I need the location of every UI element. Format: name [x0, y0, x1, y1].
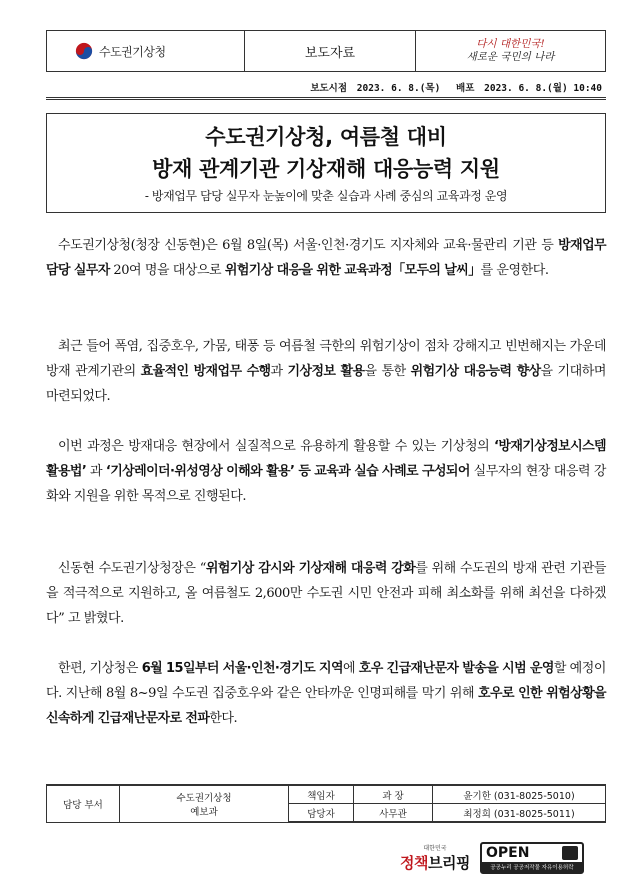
emphasis-text: 위험기상 대응능력 향상 — [410, 364, 541, 379]
body-text: 실무자의 현장 대응력 강화와 지원을 위한 목적으로 진행된다. — [46, 464, 606, 504]
body-text: 과 — [270, 364, 288, 379]
role-cell: 담당자 — [289, 804, 354, 823]
title-line-2: 방재 관계기관 기상재해 대응능력 지원 — [152, 157, 500, 181]
body-text: 과 — [86, 464, 106, 479]
emphasis-text: 기상정보 활용 — [287, 364, 365, 379]
paragraph-2 — [46, 334, 606, 409]
title-cell: 사무관 — [354, 804, 433, 823]
release-info — [46, 80, 602, 94]
body-text: 이번 과정은 방재대응 현장에서 실질적으로 유용하게 활용할 수 있는 기상청의 — [58, 439, 495, 454]
emphasis-text: 위험기상 대응을 위한 교육과정「모두의 날씨」 — [224, 263, 481, 278]
slogan-line-2: 새로운 국민의 나라 — [466, 51, 555, 63]
emphasis-text: 위험기상 감시와 기상재해 대응력 강화 — [205, 561, 416, 576]
open-subtext: 공공누리 공공저작물 자유이용허락 — [482, 862, 582, 872]
subtitle: - 방재업무 담당 실무자 눈높이에 맞춘 실습과 사례 중심의 교육과정 운영 — [144, 189, 508, 203]
emphasis-text: 효율적인 방재업무 수행 — [140, 364, 271, 379]
body-text: 할 예정이다. 지난해 8월 8~9일 수도권 집중호우와 같은 안타까운 인명피해를 막기 위해 — [46, 661, 606, 701]
release-divider — [46, 97, 606, 100]
agency-logo — [47, 31, 245, 71]
distribution-date: 2023. 6. 8.(월) 10:40 — [484, 83, 602, 94]
body-text: 수도권기상청(청장 신동현)은 6월 8일(목) 서울·인천·경기도 지자체와 교육·물관리 기관 등 — [58, 238, 559, 253]
taegeuk-logo-icon — [75, 42, 93, 60]
brief-title-black: 브리핑 — [427, 854, 470, 872]
paragraph-1 — [46, 233, 606, 283]
person-cell: 윤기한 (031-8025-5010) — [433, 785, 606, 804]
license-mark-icon — [562, 846, 578, 860]
kogl-open-logo — [480, 842, 584, 874]
header-box — [46, 30, 606, 72]
brief-small-text: 대한민국 — [423, 845, 447, 852]
title-box — [46, 113, 606, 213]
emphasis-text: 호우로 인한 위험상황을 신속하게 긴급재난문자로 전파 — [46, 686, 606, 726]
body-text: 을 통한 — [364, 364, 411, 379]
open-label: OPEN — [485, 845, 530, 861]
title-cell: 과 장 — [354, 785, 433, 804]
body-text: 20여 명을 대상으로 — [109, 263, 225, 278]
paragraph-4 — [46, 556, 606, 631]
dept-label-cell: 담당 부서 — [47, 785, 120, 822]
agency-name: 수도권기상청 — [99, 44, 166, 59]
contact-table — [46, 784, 606, 823]
emphasis-text: 호우 긴급재난문자 발송을 시범 운영 — [358, 661, 554, 676]
dept-name: 수도권기상청 — [176, 792, 232, 804]
emphasis-text: ‘방재기상정보시스템 활용법’ — [46, 439, 606, 479]
body-text: 한편, 기상청은 — [58, 661, 142, 676]
footer-logos — [400, 836, 610, 880]
slogan-line-1: 다시 대한민국! — [476, 38, 545, 50]
dept-division: 예보과 — [190, 806, 218, 818]
policy-briefing-logo — [400, 843, 470, 873]
title-line-1: 수도권기상청, 여름철 대비 — [205, 125, 447, 149]
person-cell: 최정희 (031-8025-5011) — [433, 804, 606, 823]
emphasis-text: 방재업무 담당 실무자 — [46, 238, 606, 278]
distribution-label: 배포 — [456, 83, 475, 94]
body-text: 를 위해 수도권의 방재 관련 기관들을 적극적으로 지원하고, 올 여름철도 2,600만 수도권 시민 안전과 피해 최소화를 위해 최선을 다하겠다” 고 밝혔다. — [46, 561, 606, 626]
body-text: 에 — [342, 661, 359, 676]
emphasis-text: 6월 15일부터 서울·인천·경기도 지역 — [141, 661, 343, 676]
brief-title-red: 정책 — [400, 854, 428, 872]
body-text: 한다. — [209, 711, 238, 726]
government-slogan — [416, 31, 605, 71]
brief-title — [400, 852, 470, 873]
release-date: 2023. 6. 8.(목) — [356, 83, 441, 94]
body-text: 을 기대하며 마련되었다. — [46, 364, 606, 404]
dept-cell — [120, 785, 289, 822]
release-label: 보도시점 — [310, 83, 348, 94]
paragraph-3 — [46, 434, 606, 509]
press-release-label: 보도자료 — [245, 31, 416, 71]
body-text: 신동현 수도권기상청장은 “ — [58, 561, 206, 576]
emphasis-text: ‘기상레이더·위성영상 이해와 활용’ 등 교육과 실습 사례로 구성되어 — [105, 464, 470, 479]
body-text: 최근 들어 폭염, 집중호우, 가뭄, 태풍 등 여름철 극한의 위험기상이 점차 강해지고 빈번해지는 가운데 방재 관계기관의 — [46, 339, 606, 379]
body-text: 를 운영한다. — [480, 263, 549, 278]
paragraph-5 — [46, 656, 606, 731]
role-cell: 책임자 — [289, 785, 354, 804]
